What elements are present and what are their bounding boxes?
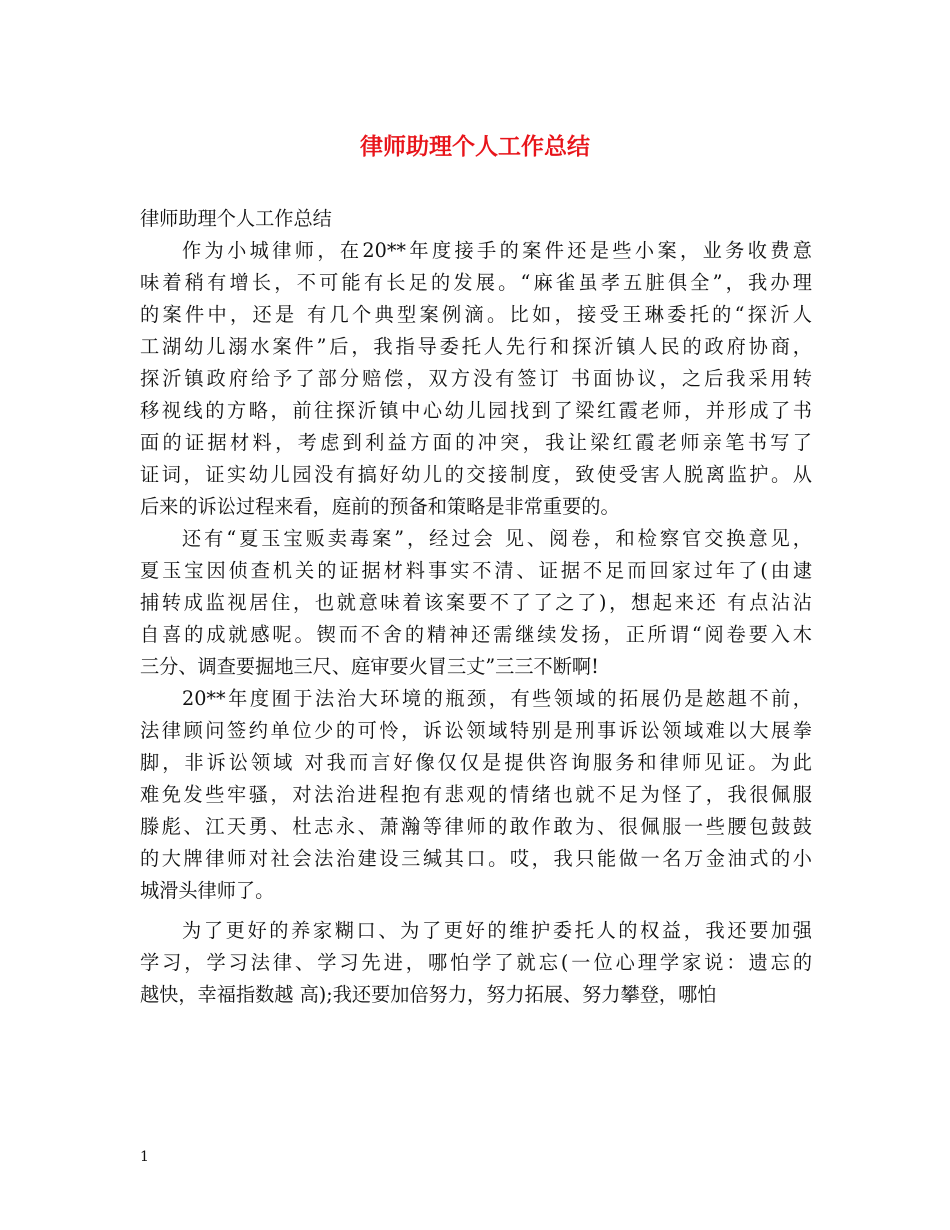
paragraph-line: 还有“夏玉宝贩卖毒案”，经过会 见、阅卷，和检察官交换意见， (182, 527, 812, 550)
paragraph-line: 作为小城律师，在20**年度接手的案件还是些小案，业务收费意 (182, 239, 812, 262)
paragraph-line: 的案件中，还是 有几个典型案例滴。比如，接受王琳委托的“探沂人 (140, 303, 812, 326)
paragraph-line: 难免发些牢骚，对法治进程抱有悲观的情绪也就不足为怪了，我很佩服 (140, 783, 812, 806)
paragraph-line: 移视线的方略，前往探沂镇中心幼儿园找到了梁红霞老师，并形成了书 (140, 399, 812, 422)
paragraph-line: 夏玉宝因侦查机关的证据材料事实不清、证据不足而回家过年了(由逮 (140, 559, 812, 582)
body-paragraph (140, 915, 812, 1011)
page-number: 1 (140, 1149, 149, 1165)
paragraph-line: 味着稍有增长，不可能有长足的发展。“麻雀虽孝五脏俱全”，我办理 (140, 271, 812, 294)
paragraph-line: 法律顾问签约单位少的可怜，诉讼领域特别是刑事诉讼领域难以大展拳 (140, 719, 812, 742)
document-title: 律师助理个人工作总结 (360, 133, 590, 160)
paragraph-line: 捕转成监视居住，也就意味着该案要不了了之了)，想起来还 有点沾沾 (140, 591, 812, 614)
paragraph-line: 面的证据材料，考虑到利益方面的冲突，我让梁红霞老师亲笔书写了 (140, 431, 812, 454)
paragraph-line: 20**年度囿于法治大环境的瓶颈，有些领域的拓展仍是趑趄不前， (182, 687, 812, 710)
paragraph-line: 城滑头律师了。 (140, 879, 275, 902)
body-paragraph (140, 235, 812, 523)
paragraph-spacer (140, 907, 812, 915)
document-subtitle: 律师助理个人工作总结 (140, 207, 332, 230)
paragraph-line: 证词，证实幼儿园没有搞好幼儿的交接制度，致使受害人脱离监护。从 (140, 463, 812, 486)
paragraph-line: 三分、调查要掘地三尺、庭审要火冒三丈”三三不断啊! (140, 655, 599, 678)
body-paragraph (140, 523, 812, 683)
paragraph-line: 越快，幸福指数越 高);我还要加倍努力，努力拓展、努力攀登，哪怕 (140, 983, 717, 1006)
body-paragraph (140, 683, 812, 907)
document-body (140, 203, 812, 1011)
paragraph-line: 工湖幼儿溺水案件”后，我指导委托人先行和探沂镇人民的政府协商， (140, 335, 812, 358)
paragraph-line: 后来的诉讼过程来看，庭前的预备和策略是非常重要的。 (140, 495, 620, 518)
paragraph-line: 滕彪、江天勇、杜志永、萧瀚等律师的敢作敢为、很佩服一些腰包鼓鼓 (140, 815, 812, 838)
paragraph-line: 的大牌律师对社会法治建设三缄其口。哎，我只能做一名万金油式的小 (140, 847, 812, 870)
paragraph-line: 为了更好的养家糊口、为了更好的维护委托人的权益，我还要加强 (182, 919, 812, 942)
paragraph-line: 脚，非诉讼领域 对我而言好像仅仅是提供咨询服务和律师见证。为此 (140, 751, 812, 774)
paragraph-line: 自喜的成就感呢。锲而不舍的精神还需继续发扬，正所谓“阅卷要入木 (140, 623, 812, 646)
paragraph-line: 学习，学习法律、学习先进，哪怕学了就忘(一位心理学家说：遗忘的 (140, 951, 812, 974)
paragraph-line: 探沂镇政府给予了部分赔偿，双方没有签订 书面协议，之后我采用转 (140, 367, 812, 390)
